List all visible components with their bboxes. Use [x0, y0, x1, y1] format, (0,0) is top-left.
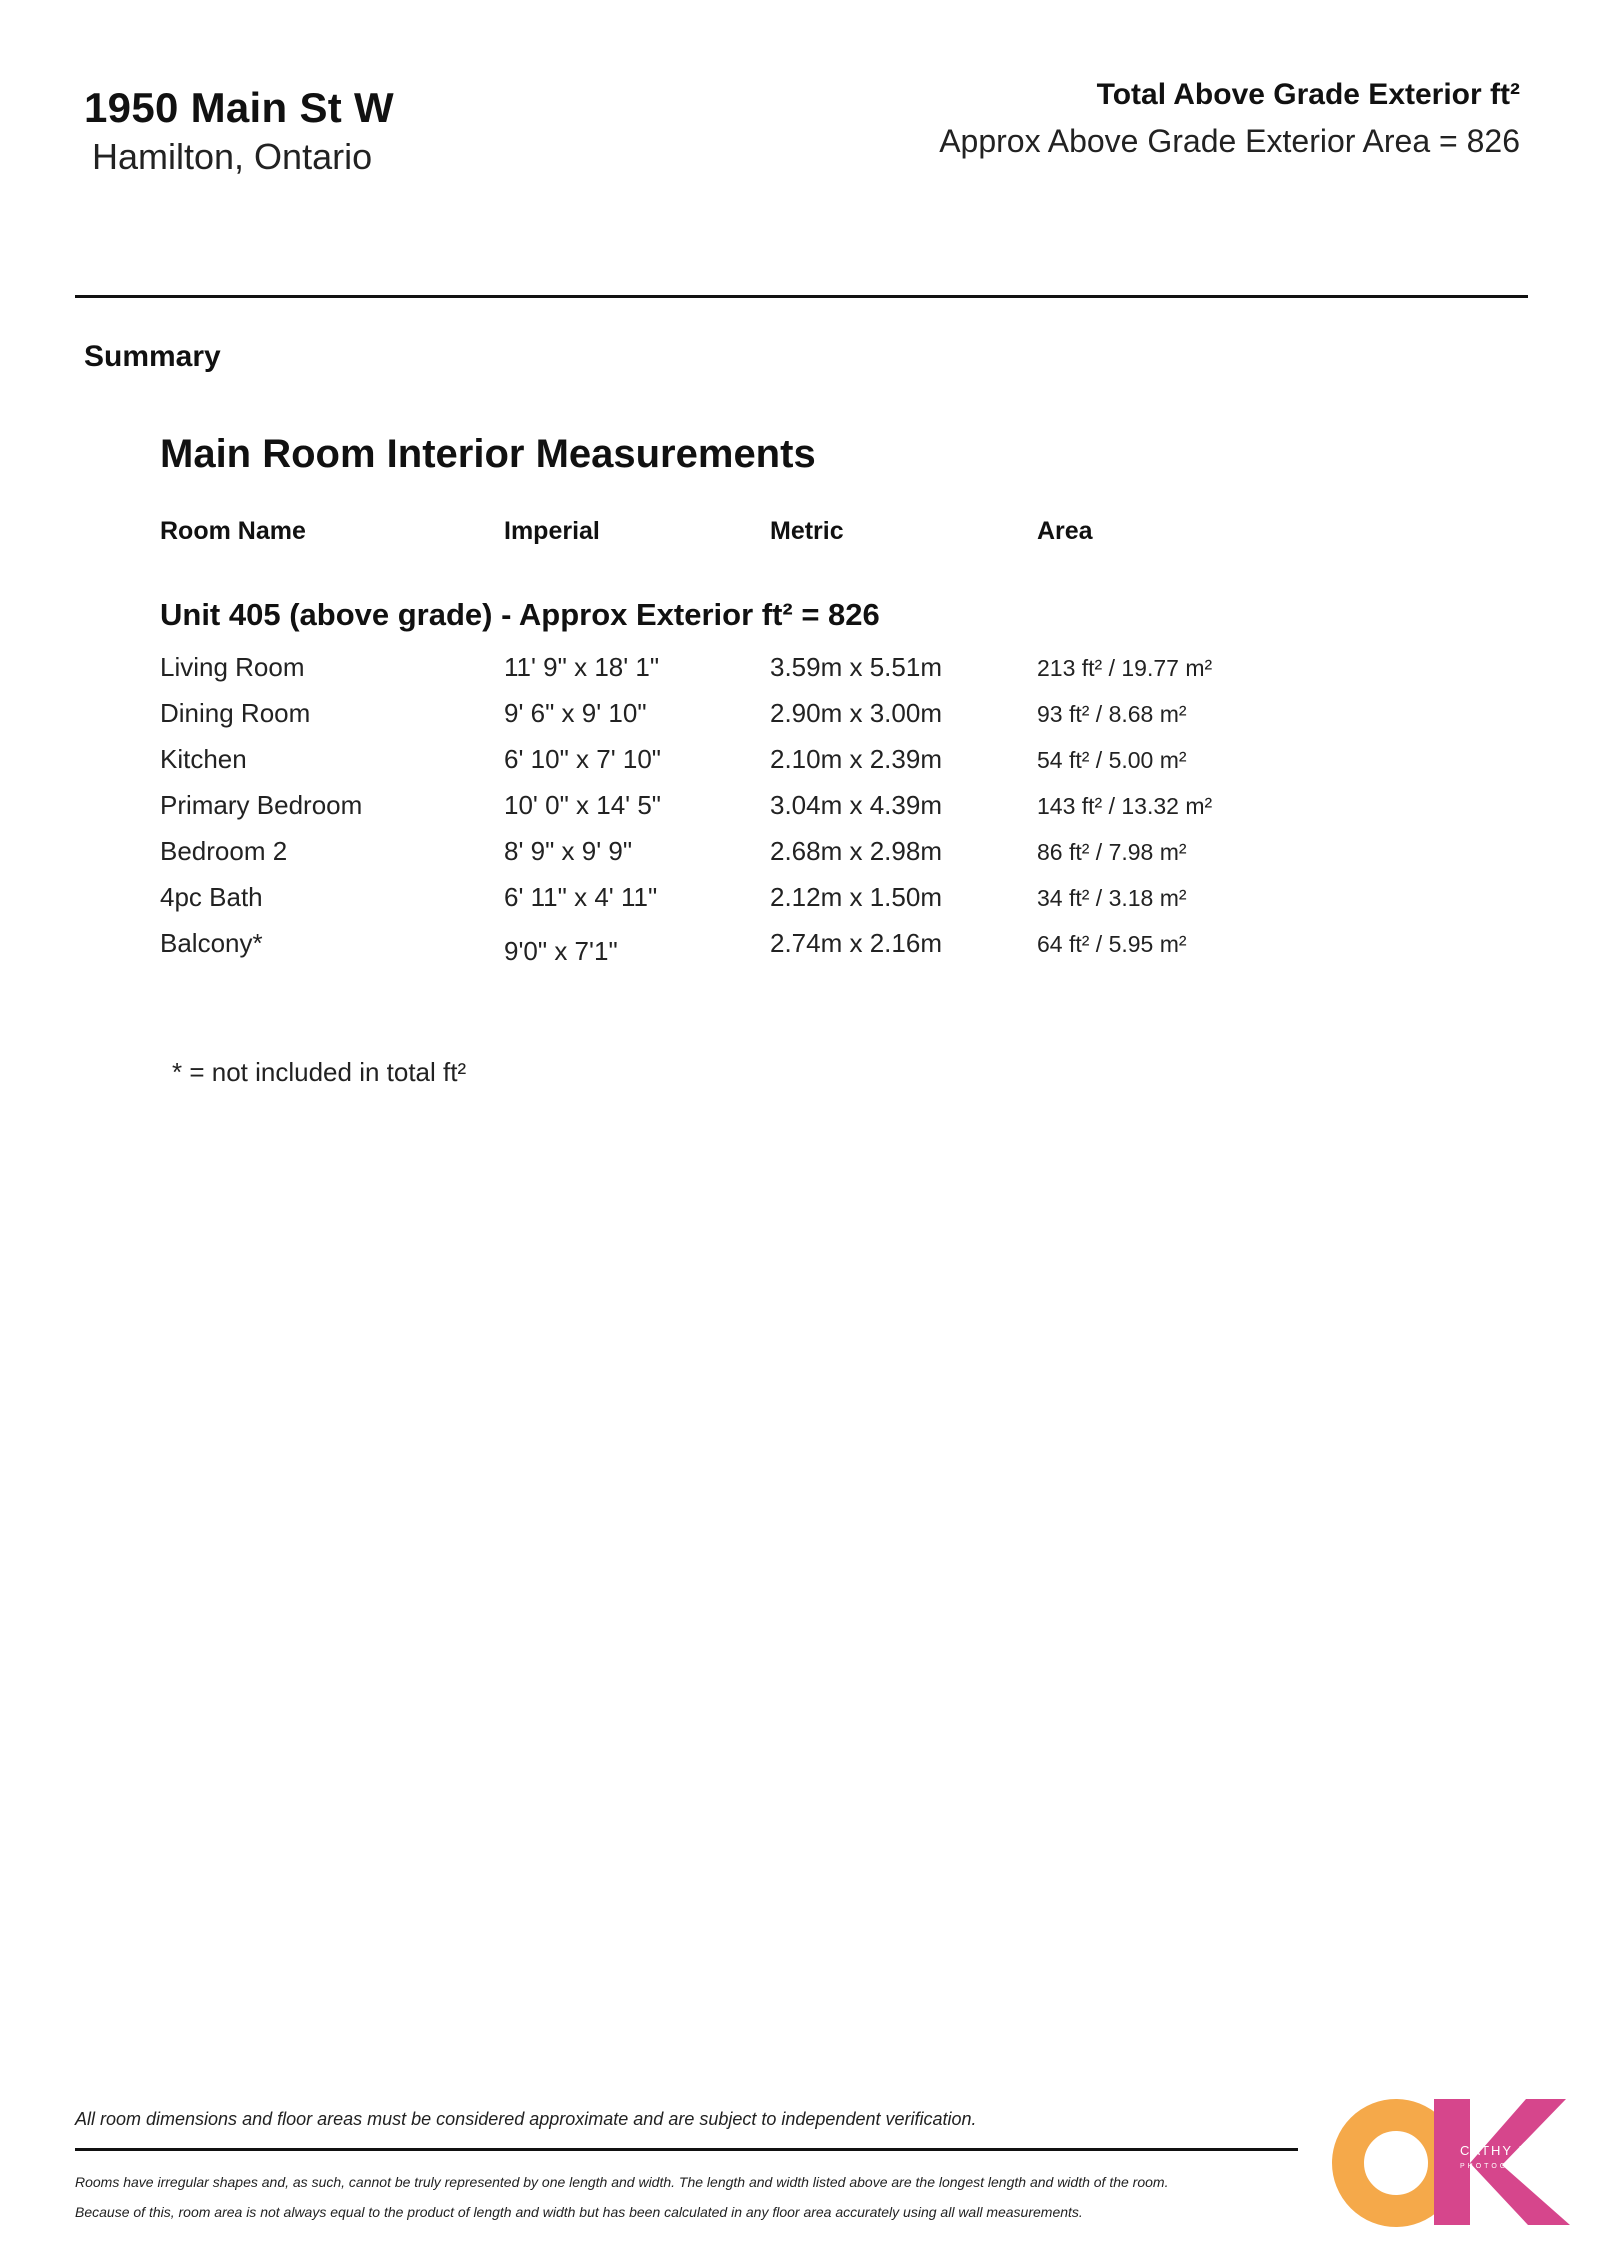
property-city: Hamilton, Ontario	[92, 136, 373, 177]
room-name: 4pc Bath	[160, 882, 263, 912]
disclaimer-text-line-1: Rooms have irregular shapes and, as such, cannot be truly represented by one length and width. The length and width listed above are the longest length and width of the room.	[75, 2174, 1169, 2190]
logo-k-shape	[1434, 2099, 1570, 2225]
header-divider	[75, 295, 1528, 298]
room-area: 93 ft² / 8.68 m²	[1037, 701, 1187, 727]
logo-brand-line2: PHOTOGRAPHY	[1460, 2163, 1548, 2170]
room-name: Balcony*	[160, 928, 263, 958]
total-area-value: Approx Above Grade Exterior Area = 826	[939, 123, 1520, 159]
column-header-room-name: Room Name	[160, 517, 306, 545]
room-imperial: 6' 11" x 4' 11"	[504, 882, 658, 912]
room-imperial: 10' 0" x 14' 5"	[504, 790, 662, 820]
room-metric: 2.90m x 3.00m	[770, 698, 942, 728]
room-name: Primary Bedroom	[160, 790, 363, 820]
room-name: Living Room	[160, 652, 305, 682]
footnote: * = not included in total ft²	[172, 1057, 467, 1087]
room-area: 86 ft² / 7.98 m²	[1037, 839, 1187, 865]
room-name: Dining Room	[160, 698, 311, 728]
room-metric: 3.59m x 5.51m	[770, 652, 942, 682]
disclaimer-text: All room dimensions and floor areas must be considered approximate and are subject to independent verification.	[75, 2109, 977, 2129]
room-imperial: 9' 6" x 9' 10"	[504, 698, 647, 728]
logo-brand-line1: CATHY KOOP	[1460, 2143, 1565, 2158]
total-area-title: Total Above Grade Exterior ft²	[1096, 78, 1520, 111]
room-imperial: 8' 9" x 9' 9"	[504, 836, 633, 866]
room-name: Bedroom 2	[160, 836, 288, 866]
room-metric: 3.04m x 4.39m	[770, 790, 942, 820]
room-name: Kitchen	[160, 744, 247, 774]
column-header-area: Area	[1037, 517, 1093, 545]
brand-logo	[1330, 2095, 1580, 2230]
section-title: Main Room Interior Measurements	[160, 432, 816, 476]
room-area: 54 ft² / 5.00 m²	[1037, 747, 1187, 773]
room-metric: 2.74m x 2.16m	[770, 928, 942, 958]
room-area: 34 ft² / 3.18 m²	[1037, 885, 1187, 911]
room-imperial: 11' 9" x 18' 1"	[504, 652, 660, 682]
footer-divider	[75, 2148, 1298, 2151]
summary-label: Summary	[84, 340, 221, 373]
room-imperial: 9'0" x 7'1"	[504, 936, 618, 966]
property-street: 1950 Main St W	[84, 84, 394, 131]
room-imperial: 6' 10" x 7' 10"	[504, 744, 662, 774]
room-area: 213 ft² / 19.77 m²	[1037, 655, 1213, 681]
room-metric: 2.10m x 2.39m	[770, 744, 942, 774]
column-header-imperial: Imperial	[504, 517, 600, 545]
logo-o-shape	[1348, 2115, 1444, 2211]
room-metric: 2.12m x 1.50m	[770, 882, 942, 912]
column-header-metric: Metric	[770, 517, 844, 545]
unit-title: Unit 405 (above grade) - Approx Exterior ft² = 826	[160, 597, 880, 632]
room-area: 143 ft² / 13.32 m²	[1037, 793, 1213, 819]
disclaimer-text-line-2: Because of this, room area is not always equal to the product of length and width but has been calculated in any floor area accurately using all wall measurements.	[75, 2204, 1083, 2220]
room-area: 64 ft² / 5.95 m²	[1037, 931, 1187, 957]
room-metric: 2.68m x 2.98m	[770, 836, 942, 866]
